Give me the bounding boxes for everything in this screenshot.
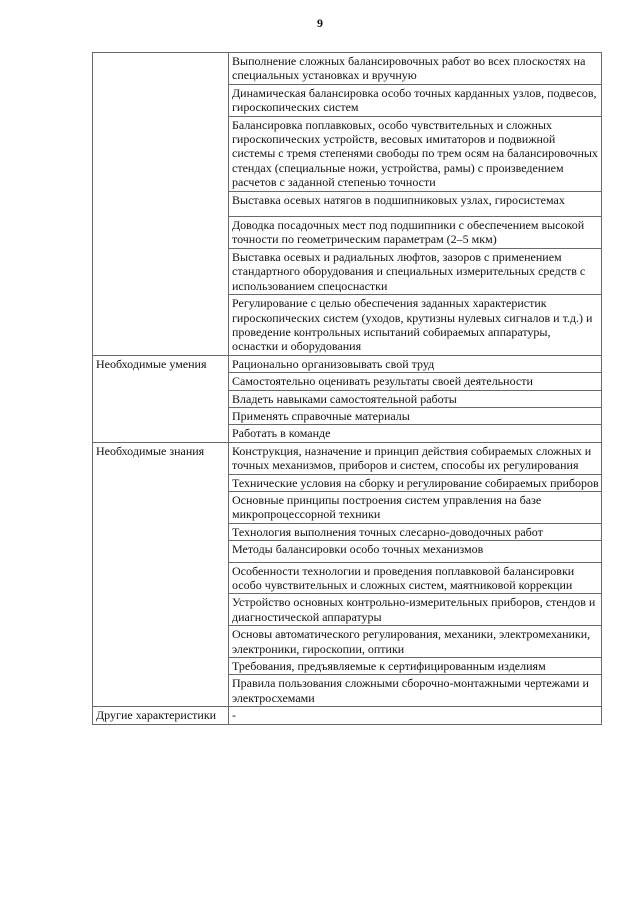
actions-label-cell — [93, 53, 229, 356]
table-row — [93, 53, 602, 85]
action-item: Выставка осевых натягов в подшипниковых узлах, гиросистемах — [229, 191, 602, 216]
knowledge-label: Необходимые знания — [93, 442, 229, 707]
table-row — [93, 707, 602, 724]
knowledge-item: Конструкция, назначение и принцип действия собираемых сложных и точных механизмов, приборов и систем, способы их регулирования — [229, 442, 602, 474]
other-label: Другие характеристики — [93, 707, 229, 724]
action-item: Выполнение сложных балансировочных работ во всех плоскостях на специальных установках и вручную — [229, 53, 602, 85]
other-value: - — [229, 707, 602, 724]
knowledge-item: Правила пользования сложными сборочно-монтажными чертежами и электросхемами — [229, 675, 602, 707]
knowledge-item: Особенности технологии и проведения поплавковой балансировки особо чувствительных и сложных систем, маятниковой коррекции — [229, 562, 602, 594]
knowledge-item: Устройство основных контрольно-измерительных приборов, стендов и диагностической аппаратуры — [229, 594, 602, 626]
knowledge-item: Технические условия на сборку и регулирование собираемых приборов — [229, 474, 602, 491]
action-item: Регулирование с целью обеспечения заданных характеристик гироскопических систем (уходов, крутизны нулевых сигналов и т.д.) и проведение контрольных испытаний собираемых аппаратуры, оснастки и оборудования — [229, 295, 602, 356]
skill-item: Рационально организовывать свой труд — [229, 355, 602, 372]
skill-item: Самостоятельно оценивать результаты своей деятельности — [229, 373, 602, 390]
action-item: Динамическая балансировка особо точных карданных узлов, подвесов, гироскопических систем — [229, 84, 602, 116]
action-item: Доводка посадочных мест под подшипники с обеспечением высокой точности по геометрическим параметрам (2–5 мкм) — [229, 217, 602, 249]
action-item: Выставка осевых и радиальных люфтов, зазоров с применением стандартного оборудования и специальных измерительных средств с использованием спецоснастки — [229, 248, 602, 294]
table-row — [93, 355, 602, 372]
table-row — [93, 442, 602, 474]
skill-item: Работать в команде — [229, 425, 602, 442]
action-item: Балансировка поплавковых, особо чувствительных и сложных гироскопических устройств, весовых имитаторов и подвижной системы с тремя степенями свободы по трем осям на балансировочных стендах (специальные ножи, устройства, рамы) с произведением расчетов с заданной степенью точности — [229, 116, 602, 191]
knowledge-item: Технология выполнения точных слесарно-доводочных работ — [229, 523, 602, 540]
knowledge-item: Основы автоматического регулирования, механики, электромеханики, электроники, гироскопии, оптики — [229, 626, 602, 658]
knowledge-item: Методы балансировки особо точных механизмов — [229, 541, 602, 562]
competency-table — [92, 52, 602, 725]
skill-item: Применять справочные материалы — [229, 407, 602, 424]
knowledge-item: Требования, предъявляемые к сертифицированным изделиям — [229, 658, 602, 675]
skill-item: Владеть навыками самостоятельной работы — [229, 390, 602, 407]
page-number: 9 — [317, 16, 323, 30]
skills-label: Необходимые умения — [93, 355, 229, 442]
knowledge-item: Основные принципы построения систем управления на базе микропроцессорной техники — [229, 491, 602, 523]
